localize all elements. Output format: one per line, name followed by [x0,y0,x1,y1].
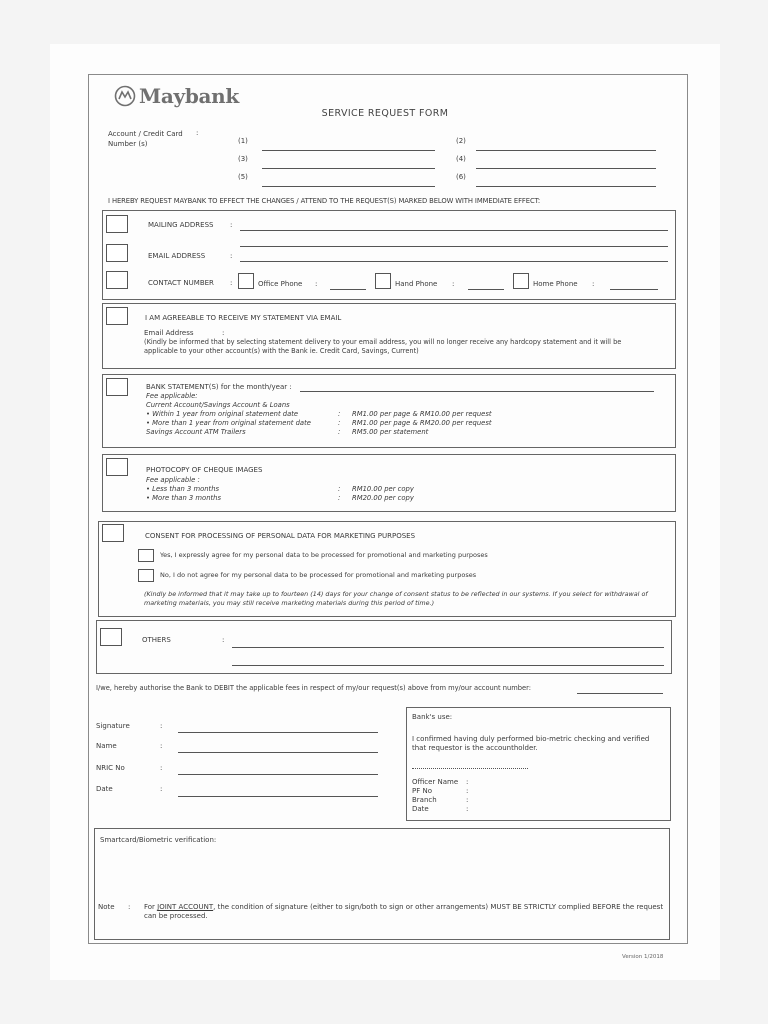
bank-statement-row-2-colon: : [338,419,341,427]
note-body: , the condition of signature (either to sign/both to sign or other arrangements) MUST BE STRICTLY complied BEFORE the request can be processed. [144,903,664,920]
note-prefix: For [144,903,158,911]
statement-email-colon: : [222,329,225,337]
account-slot-1: (1) [238,137,248,145]
account-line-2[interactable] [476,150,656,151]
bank-statement-row-1-label: • Within 1 year from original statement date [146,410,299,418]
contact-number-checkbox[interactable] [106,271,128,289]
smartcard-label: Smartcard/Biometric verification: [100,836,217,844]
others-label: OTHERS [142,636,171,644]
bank-use-heading: Bank's use: [412,713,453,721]
email-address-label: EMAIL ADDRESS [148,252,206,260]
bank-statement-row-1-colon: : [338,410,341,418]
note-text [144,903,666,921]
account-slot-2: (2) [456,137,466,145]
home-phone-colon: : [592,280,595,288]
mailing-address-line-1[interactable] [240,230,668,231]
account-line-5[interactable] [262,186,435,187]
joint-account-text: JOINT ACCOUNT [157,903,214,911]
consent-note: (Kindly be informed that it may take up to fourteen (14) days for your change of consent status to be reflected in our systems. If you select for withdrawal of marketing materials, you may still receive marketing materials during this period of time.) [144,590,648,607]
others-colon: : [222,636,225,644]
hand-phone-line[interactable] [468,289,504,290]
branch-label: Branch [412,796,437,804]
statement-email-heading: I AM AGREEABLE TO RECEIVE MY STATEMENT VIA EMAIL [145,314,342,322]
account-line-4[interactable] [476,168,656,169]
officer-name-colon: : [466,778,469,786]
office-phone-checkbox[interactable] [238,273,254,289]
account-line-1[interactable] [262,150,435,151]
bank-statement-month-line[interactable] [300,391,654,392]
mailing-colon: : [230,221,233,229]
consent-heading: CONSENT FOR PROCESSING OF PERSONAL DATA FOR MARKETING PURPOSES [145,532,416,540]
bank-statement-row-3-colon: : [338,428,341,436]
others-line-1[interactable] [232,647,664,648]
name-label: Name [96,742,117,750]
consent-checkbox[interactable] [102,524,124,542]
nric-line[interactable] [178,774,378,775]
home-phone-label: Home Phone [533,280,578,288]
statement-email-checkbox[interactable] [106,307,128,325]
contact-colon: : [230,279,233,287]
others-line-2[interactable] [232,665,664,666]
bank-statement-row-2-fee: RM1.00 per page & RM20.00 per request [352,419,492,427]
cheque-row-2-colon: : [338,494,341,502]
bank-use-box [406,707,671,821]
cheque-fee-label: Fee applicable : [146,476,200,484]
hand-phone-colon: : [452,280,455,288]
office-phone-line[interactable] [330,289,366,290]
debit-account-line[interactable] [577,693,663,694]
bank-statement-heading: BANK STATEMENT(S) for the month/year : [146,383,292,391]
officer-signature-line[interactable] [412,768,528,769]
statement-email-note: (Kindly be informed that by selecting statement delivery to your email address, you will no longer receive any hardcopy statement and it will be applicable to your other account(s) with the Bank ie. Credit Card, Savings, Current) [144,338,622,355]
hand-phone-label: Hand Phone [395,280,438,288]
mailing-address-checkbox[interactable] [106,215,128,233]
mailing-address-label: MAILING ADDRESS [148,221,214,229]
brand-name: Maybank [139,84,239,108]
consent-yes-label: Yes, I expressly agree for my personal data to be processed for promotional and marketing purposes [160,551,488,559]
consent-yes-checkbox[interactable] [138,549,154,562]
statement-email-address-label: Email Address [144,329,194,337]
bank-statement-row-1-fee: RM1.00 per page & RM10.00 per request [352,410,492,418]
signature-line[interactable] [178,732,378,733]
home-phone-line[interactable] [610,289,658,290]
others-checkbox[interactable] [100,628,122,646]
note-colon: : [128,903,131,911]
request-heading: I HEREBY REQUEST MAYBANK TO EFFECT THE CHANGES / ATTEND TO THE REQUEST(S) MARKED BELOW WITH IMMEDIATE EFFECT: [108,197,541,205]
cheque-images-heading: PHOTOCOPY OF CHEQUE IMAGES [146,466,263,474]
bank-date-label: Date [412,805,429,813]
email-colon: : [230,252,233,260]
home-phone-checkbox[interactable] [513,273,529,289]
smartcard-section [94,828,670,940]
account-slot-6: (6) [456,173,466,181]
account-number-label: Account / Credit Card Number (s) [108,130,183,148]
bank-statement-row-3-label: Savings Account ATM Trailers [146,428,246,436]
bank-statement-checkbox[interactable] [106,378,128,396]
form-title: SERVICE REQUEST FORM [321,108,449,119]
account-slot-3: (3) [238,155,248,163]
account-line-3[interactable] [262,168,435,169]
account-slot-4: (4) [456,155,466,163]
version-label: Version 1/2018 [622,954,664,960]
nric-colon: : [160,764,163,772]
bank-statement-row-3-fee: RM5.00 per statement [352,428,429,436]
cheque-row-1-label: • Less than 3 months [146,485,220,493]
cheque-images-checkbox[interactable] [106,458,128,476]
date-label: Date [96,785,113,793]
consent-no-label: No, I do not agree for my personal data to be processed for promotional and marketing purposes [160,571,477,579]
cheque-row-2-label: • More than 3 months [146,494,222,502]
cheque-row-1-colon: : [338,485,341,493]
nric-label: NRIC No [96,764,125,772]
signature-colon: : [160,722,163,730]
hand-phone-checkbox[interactable] [375,273,391,289]
signature-label: Signature [96,722,130,730]
office-phone-colon: : [315,280,318,288]
note-label: Note [98,903,115,911]
date-colon: : [160,785,163,793]
date-line[interactable] [178,796,378,797]
cheque-row-1-fee: RM10.00 per copy [352,485,414,493]
email-address-line[interactable] [240,261,668,262]
contact-number-label: CONTACT NUMBER [148,279,214,287]
mailing-address-line-2[interactable] [240,246,668,247]
form-sheet [50,44,720,980]
name-colon: : [160,742,163,750]
bank-statement-fee-label: Fee applicable: [146,392,198,400]
account-slot-5: (5) [238,173,248,181]
branch-colon: : [466,796,469,804]
officer-name-label: Officer Name [412,778,459,786]
pf-no-colon: : [466,787,469,795]
account-colon: : [196,129,199,137]
account-line-6[interactable] [476,186,656,187]
office-phone-label: Office Phone [258,280,303,288]
maybank-logo [114,84,239,108]
consent-no-checkbox[interactable] [138,569,154,582]
bank-date-colon: : [466,805,469,813]
name-line[interactable] [178,752,378,753]
bank-statement-subheading: Current Account/Savings Account & Loans [146,401,290,409]
email-address-checkbox[interactable] [106,244,128,262]
cheque-row-2-fee: RM20.00 per copy [352,494,414,502]
pf-no-label: PF No [412,787,432,795]
maybank-emblem-icon [114,85,136,107]
bank-use-text: I confirmed having duly performed bio-metric checking and verified that requestor is the accountholder. [412,735,650,752]
bank-statement-row-2-label: • More than 1 year from original statement date [146,419,311,427]
authorise-text: I/we, hereby authorise the Bank to DEBIT the applicable fees in respect of my/our request(s) above from my/our account number: [96,684,532,692]
